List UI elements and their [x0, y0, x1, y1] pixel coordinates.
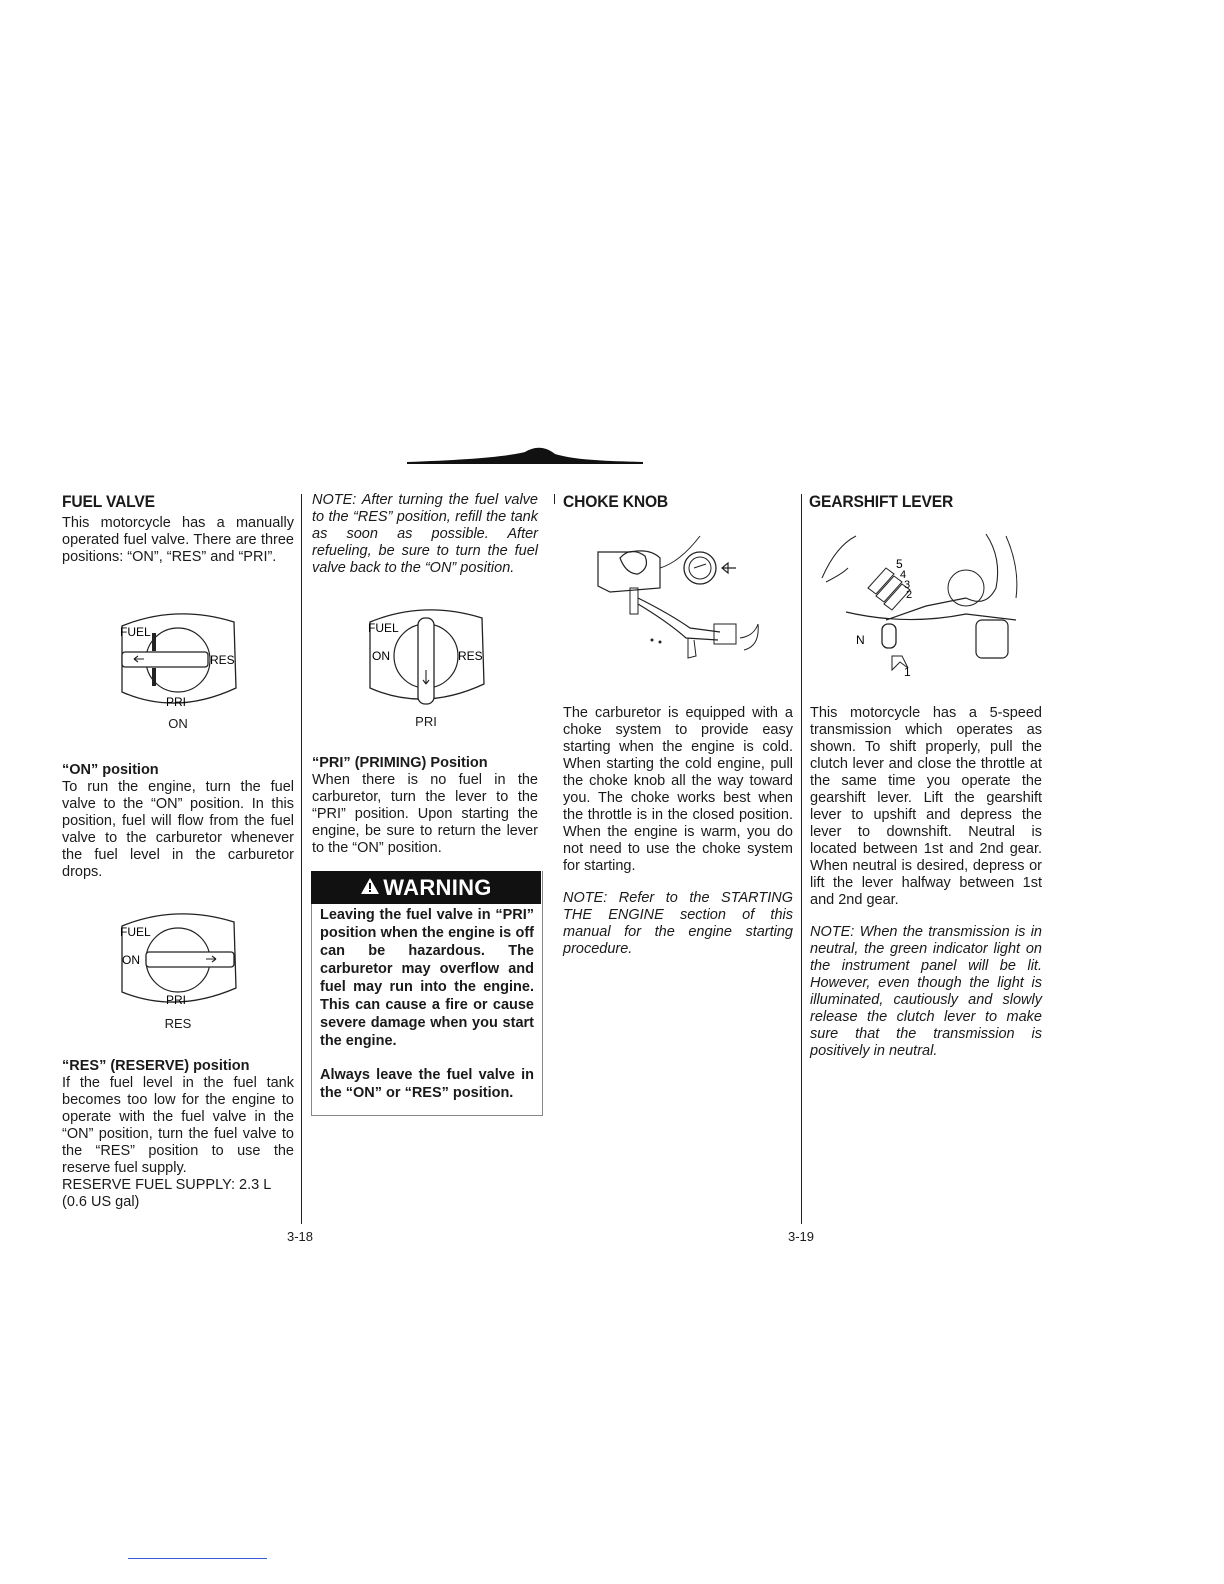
gearshift-body — [810, 705, 1042, 1060]
fuel-valve-on-diagram — [116, 608, 240, 718]
label-on: ON — [372, 649, 390, 663]
label-res: RES — [458, 649, 483, 663]
footer-link-underline — [128, 1558, 267, 1559]
on-position-text: To run the engine, turn the fuel valve to the “ON” position. In this position, fuel will flow from the fuel valve to the carburetor whenever the fuel level in the carburetor drops. — [62, 779, 294, 880]
gear-2-label: 2 — [906, 589, 913, 601]
column-divider-center — [554, 494, 555, 504]
gear-4-label: 4 — [900, 569, 907, 581]
choke-knob-text: The carburetor is equipped with a choke system to provide easy starting when the engine is cold. When starting the cold engine, pull the choke knob all the way toward you. The choke works best when the throttle is in the closed position. When the engine is warm, you do not need to use the choke system for starting. — [563, 705, 793, 874]
pri-position-text: When there is no fuel in the carburetor, turn the lever to the “PRI” position. Upon starting the engine, be sure to return the lever to the “ON” position. — [312, 772, 538, 856]
gear-5-label: 5 — [896, 557, 903, 571]
on-position-section — [62, 762, 294, 881]
res-position-section — [62, 1058, 294, 1211]
label-fuel: FUEL — [120, 925, 151, 939]
fuel-valve-res-caption: RES — [164, 1016, 192, 1031]
gearshift-text: This motorcycle has a 5-speed transmission which operates as shown. To shift properly, pull the clutch lever and close the throttle at the same time you operate the gearshift lever. Lift the gearshift lever to upshift and depress the lever to downshift. Neutral is located between 1st and 2nd gear. When neutral is desired, depress or lift the lever halfway between 1st and 2nd gear. — [810, 705, 1042, 908]
gearshift-lever-diagram — [816, 528, 1030, 684]
pri-position-heading: “PRI” (PRIMING) Position — [312, 755, 488, 771]
column-divider-left — [301, 494, 302, 1224]
label-on: ON — [122, 953, 140, 967]
page-number-right: 3-19 — [788, 1229, 815, 1244]
column-divider-right — [801, 494, 802, 1224]
choke-knob-title-block — [563, 492, 793, 512]
fuel-valve-intro: This motorcycle has a manually operated fuel valve. There are three positions: “ON”, “RES” and “PRI”. — [62, 515, 294, 565]
warning-header — [311, 871, 541, 904]
res-refill-note: NOTE: After turning the fuel valve to the “RES” position, refill the tank as soon as possible. After refueling, be sure to turn the fuel valve back to the “ON” position. — [312, 492, 538, 576]
fuel-valve-pri-diagram — [364, 604, 488, 714]
fuel-valve-note — [312, 492, 538, 577]
fuel-valve-on-caption: ON — [168, 716, 188, 731]
gear-neutral-label: N — [856, 633, 865, 647]
warning-content — [320, 906, 534, 1102]
warning-text-primary: Leaving the fuel valve in “PRI” position when the engine is off can be hazardous. The carburetor may overflow and fuel may run into the engine. This can cause a fire or cause severe damage when you start the engine. — [320, 907, 534, 1049]
warning-text-secondary: Always leave the fuel valve in the “ON” or “RES” position. — [320, 1067, 534, 1101]
choke-knob-body — [563, 705, 793, 958]
reserve-fuel-supply: RESERVE FUEL SUPPLY: 2.3 L (0.6 US gal) — [62, 1177, 271, 1210]
pri-position-section — [312, 755, 538, 857]
choke-knob-diagram — [590, 528, 780, 668]
res-position-heading: “RES” (RESERVE) position — [62, 1058, 250, 1074]
label-fuel: FUEL — [368, 621, 399, 635]
fuel-valve-res-diagram — [116, 908, 240, 1016]
fuel-valve-pri-caption: PRI — [415, 714, 437, 729]
res-position-text: If the fuel level in the fuel tank becomes too low for the engine to operate with the fuel valve in the “ON” position, turn the fuel valve to the “RES” position to use the reserve fuel supply. — [62, 1075, 294, 1176]
label-pri: PRI — [166, 993, 187, 1007]
fuel-valve-title: FUEL VALVE — [62, 492, 155, 511]
choke-knob-note: NOTE: Refer to the STARTING THE ENGINE section of this manual for the engine starting procedure. — [563, 890, 793, 957]
warning-label: WARNING — [383, 874, 492, 900]
gearshift-lever-title: GEARSHIFT LEVER — [809, 492, 954, 511]
label-fuel: FUEL — [120, 625, 151, 639]
on-position-heading: “ON” position — [62, 762, 159, 778]
header-swoosh-ornament — [405, 440, 645, 470]
page-number-left: 3-18 — [287, 1229, 314, 1244]
label-res: RES — [210, 653, 235, 667]
warning-triangle-icon — [360, 875, 380, 901]
gearshift-note: NOTE: When the transmission is in neutral, the green indicator light on the instrument panel will be lit. However, even though the light is illuminated, cautiously and slowly release the clutch lever to make sure that the transmission is positively in neutral. — [810, 924, 1042, 1059]
fuel-valve-section — [62, 492, 294, 566]
label-pri: PRI — [166, 695, 187, 709]
gear-3-label: 3 — [904, 579, 911, 591]
gearshift-title-block — [809, 492, 1041, 512]
choke-knob-title: CHOKE KNOB — [563, 492, 669, 511]
gear-1-label: 1 — [904, 665, 911, 679]
